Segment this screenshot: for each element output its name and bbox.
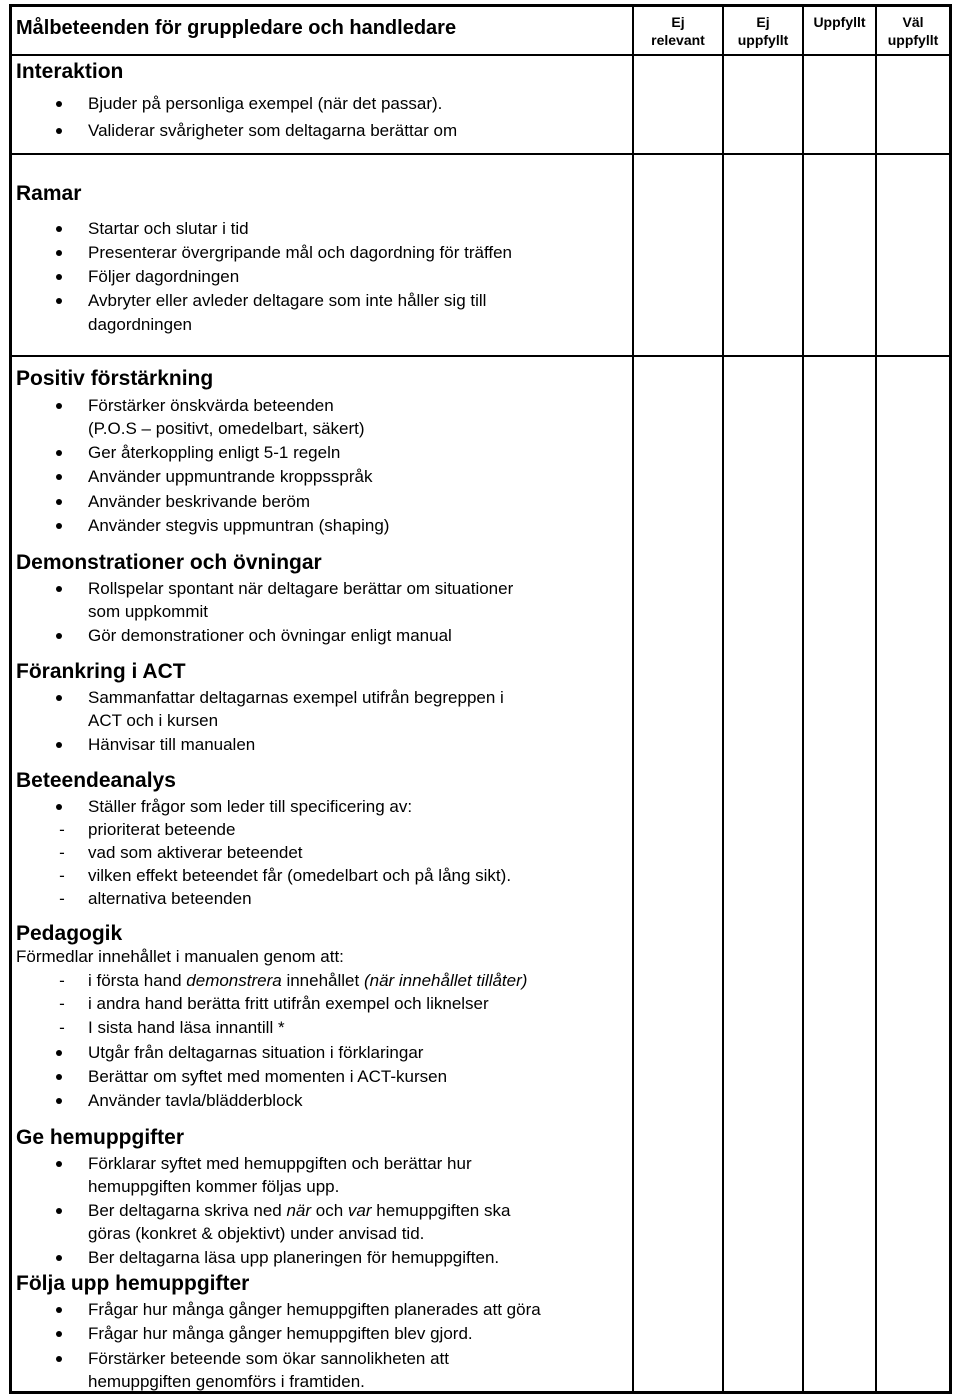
checklist-item-text: Startar och slutar i tid	[88, 219, 249, 238]
bullet-icon	[56, 1074, 62, 1080]
checklist-item	[88, 1199, 510, 1222]
checklist-item-text: vilken effekt beteendet får (omedelbart och på lång sikt).	[88, 866, 512, 885]
checklist-item-continuation	[88, 1370, 365, 1393]
checklist-item	[88, 217, 249, 240]
column-divider	[632, 7, 634, 1391]
bullet-icon	[56, 474, 62, 480]
checklist-item	[88, 686, 504, 709]
checklist-item-continuation	[88, 313, 192, 336]
checklist-item-text: Avbryter eller avleder deltagare som inte håller sig till	[88, 291, 487, 310]
bullet-icon	[56, 226, 62, 232]
checklist-item-text: Frågar hur många gånger hemuppgiften blev gjord.	[88, 1324, 473, 1343]
checklist-item	[88, 1152, 472, 1175]
checklist-item-text: Använder stegvis uppmuntran (shaping)	[88, 516, 390, 535]
checklist-item-text: ACT och i kursen	[88, 711, 219, 730]
checklist-item-continuation	[88, 709, 218, 732]
bullet-icon	[56, 1161, 62, 1167]
checklist-item-text: i andra hand berätta fritt utifrån exempel och liknelser	[88, 994, 489, 1013]
section-title-folja-upp-hemuppgifter: Följa upp hemuppgifter	[16, 1272, 250, 1295]
checklist-item	[88, 1065, 447, 1088]
checklist-item	[59, 818, 236, 841]
checklist-item	[59, 992, 489, 1015]
dash-marker: -	[59, 971, 65, 990]
bullet-icon	[56, 586, 62, 592]
column-divider	[875, 7, 877, 1391]
checklist-item-text: dagordningen	[88, 315, 192, 334]
checklist-item	[59, 1016, 285, 1039]
checklist-item	[88, 490, 310, 513]
dash-marker: -	[59, 866, 65, 885]
checklist-item-text: Följer dagordningen	[88, 267, 240, 286]
checklist-item-text: Ställer frågor som leder till specificering av:	[88, 797, 413, 816]
bullet-icon	[56, 1208, 62, 1214]
checklist-item	[88, 265, 239, 288]
bullet-icon	[56, 695, 62, 701]
bullet-icon	[56, 1356, 62, 1362]
bullet-icon	[56, 1050, 62, 1056]
checklist-item-continuation	[88, 1175, 339, 1198]
checklist-item-text: Ber deltagarna skriva ned när och var hemuppgiften ska	[88, 1201, 511, 1220]
checklist-item	[88, 1089, 303, 1112]
bullet-icon	[56, 128, 62, 134]
checklist-item-text: vad som aktiverar beteendet	[88, 843, 303, 862]
column-header-ej-relevant: Ej relevant	[651, 14, 705, 48]
checklist-item-text: Presenterar övergripande mål och dagordning för träffen	[88, 243, 512, 262]
section-title-positiv-forstarkning: Positiv förstärkning	[16, 367, 214, 390]
checklist-item-text: som uppkommit	[88, 602, 208, 621]
section-title-forankring-i-act: Förankring i ACT	[16, 660, 186, 683]
checklist-item	[88, 92, 442, 115]
bullet-icon	[56, 1255, 62, 1261]
dash-marker: -	[59, 843, 65, 862]
checklist-item	[16, 945, 344, 968]
checklist-item	[88, 1322, 473, 1345]
bullet-icon	[56, 403, 62, 409]
bullet-icon	[56, 450, 62, 456]
checklist-item-text: hemuppgiften kommer följas upp.	[88, 1177, 340, 1196]
bullet-icon	[56, 633, 62, 639]
bullet-icon	[56, 523, 62, 529]
bullet-icon	[56, 1098, 62, 1104]
column-header-val-uppfyllt: Väl uppfyllt	[887, 14, 939, 48]
column-divider	[722, 7, 724, 1391]
checklist-item	[59, 864, 512, 887]
checklist-item	[88, 394, 334, 417]
checklist-item	[88, 441, 340, 464]
checklist-item	[88, 465, 372, 488]
bullet-icon	[56, 1331, 62, 1337]
checklist-item-text: Ber deltagarna läsa upp planeringen för hemuppgiften.	[88, 1248, 500, 1267]
section-title-ge-hemuppgifter: Ge hemuppgifter	[16, 1126, 185, 1149]
row-divider	[12, 355, 949, 357]
checklist-item	[59, 887, 252, 910]
checklist-item-text: Ger återkoppling enligt 5-1 regeln	[88, 443, 341, 462]
checklist-item	[88, 241, 512, 264]
bullet-icon	[56, 499, 62, 505]
checklist-item	[88, 733, 255, 756]
checklist-item-text: Använder tavla/blädderblock	[88, 1091, 303, 1110]
checklist-item	[88, 795, 412, 818]
checklist-item-continuation	[88, 600, 208, 623]
dash-marker: -	[59, 994, 65, 1013]
checklist-item-continuation	[88, 417, 365, 440]
checklist-item-text: Sammanfattar deltagarnas exempel utifrån begreppen i	[88, 688, 504, 707]
checklist-item	[88, 1298, 541, 1321]
checklist-item-text: Använder uppmuntrande kroppsspråk	[88, 467, 373, 486]
section-title-ramar: Ramar	[16, 182, 82, 205]
checklist-item-text: Frågar hur många gånger hemuppgiften planerades att göra	[88, 1300, 541, 1319]
evaluation-form	[9, 4, 952, 1394]
checklist-item-text: göras (konkret & objektivt) under anvisad tid.	[88, 1224, 425, 1243]
checklist-item-text: Förstärker önskvärda beteenden	[88, 396, 334, 415]
checklist-item-continuation	[88, 1222, 424, 1245]
bullet-icon	[56, 742, 62, 748]
bullet-icon	[56, 101, 62, 107]
bullet-icon	[56, 804, 62, 810]
checklist-item-text: (P.O.S – positivt, omedelbart, säkert)	[88, 419, 365, 438]
checklist-item	[88, 577, 513, 600]
dash-marker: -	[59, 889, 65, 908]
checklist-item	[88, 514, 389, 537]
bullet-icon	[56, 250, 62, 256]
checklist-item	[59, 969, 528, 992]
bullet-icon	[56, 298, 62, 304]
row-divider	[12, 54, 949, 56]
checklist-item-text: i första hand demonstrera innehållet (när innehållet tillåter)	[88, 971, 528, 990]
checklist-item-text: Validerar svårigheter som deltagarna berättar om	[88, 121, 458, 140]
checklist-item	[88, 289, 486, 312]
checklist-item-text: I sista hand läsa innantill *	[88, 1018, 285, 1037]
checklist-item	[59, 841, 303, 864]
checklist-item-text: Förstärker beteende som ökar sannolikheten att	[88, 1349, 449, 1368]
checklist-item-text: Förklarar syftet med hemuppgiften och berättar hur	[88, 1154, 472, 1173]
checklist-item-text: Bjuder på personliga exempel (när det passar).	[88, 94, 443, 113]
section-title-interaktion: Interaktion	[16, 60, 124, 83]
checklist-item-text: Hänvisar till manualen	[88, 735, 256, 754]
checklist-item	[88, 1041, 423, 1064]
checklist-item	[88, 624, 452, 647]
checklist-item-text: hemuppgiften genomförs i framtiden.	[88, 1372, 365, 1391]
dash-marker: -	[59, 1018, 65, 1037]
row-divider	[12, 153, 949, 155]
bullet-icon	[56, 1307, 62, 1313]
dash-marker: -	[59, 820, 65, 839]
checklist-item-text: alternativa beteenden	[88, 889, 252, 908]
checklist-item-text: Använder beskrivande beröm	[88, 492, 311, 511]
section-title-beteendeanalys: Beteendeanalys	[16, 769, 176, 792]
page-title: Målbeteenden för gruppledare och handledare	[16, 17, 457, 39]
column-header-uppfyllt: Uppfyllt	[813, 14, 866, 30]
checklist-item-text: prioriterat beteende	[88, 820, 236, 839]
checklist-item-text: Gör demonstrationer och övningar enligt manual	[88, 626, 452, 645]
checklist-item-text: Berättar om syftet med momenten i ACT-kursen	[88, 1067, 448, 1086]
checklist-item	[88, 119, 457, 142]
checklist-item-text: Utgår från deltagarnas situation i förklaringar	[88, 1043, 424, 1062]
checklist-item	[88, 1246, 499, 1269]
bullet-icon	[56, 274, 62, 280]
section-title-pedagogik: Pedagogik	[16, 922, 123, 945]
column-divider	[802, 7, 804, 1391]
section-title-demonstrationer-och-ovningar: Demonstrationer och övningar	[16, 551, 322, 574]
column-header-ej-uppfyllt: Ej uppfyllt	[737, 14, 789, 48]
checklist-item-text: Förmedlar innehållet i manualen genom att:	[16, 947, 344, 966]
checklist-item	[88, 1347, 449, 1370]
checklist-item-text: Rollspelar spontant när deltagare berättar om situationer	[88, 579, 514, 598]
